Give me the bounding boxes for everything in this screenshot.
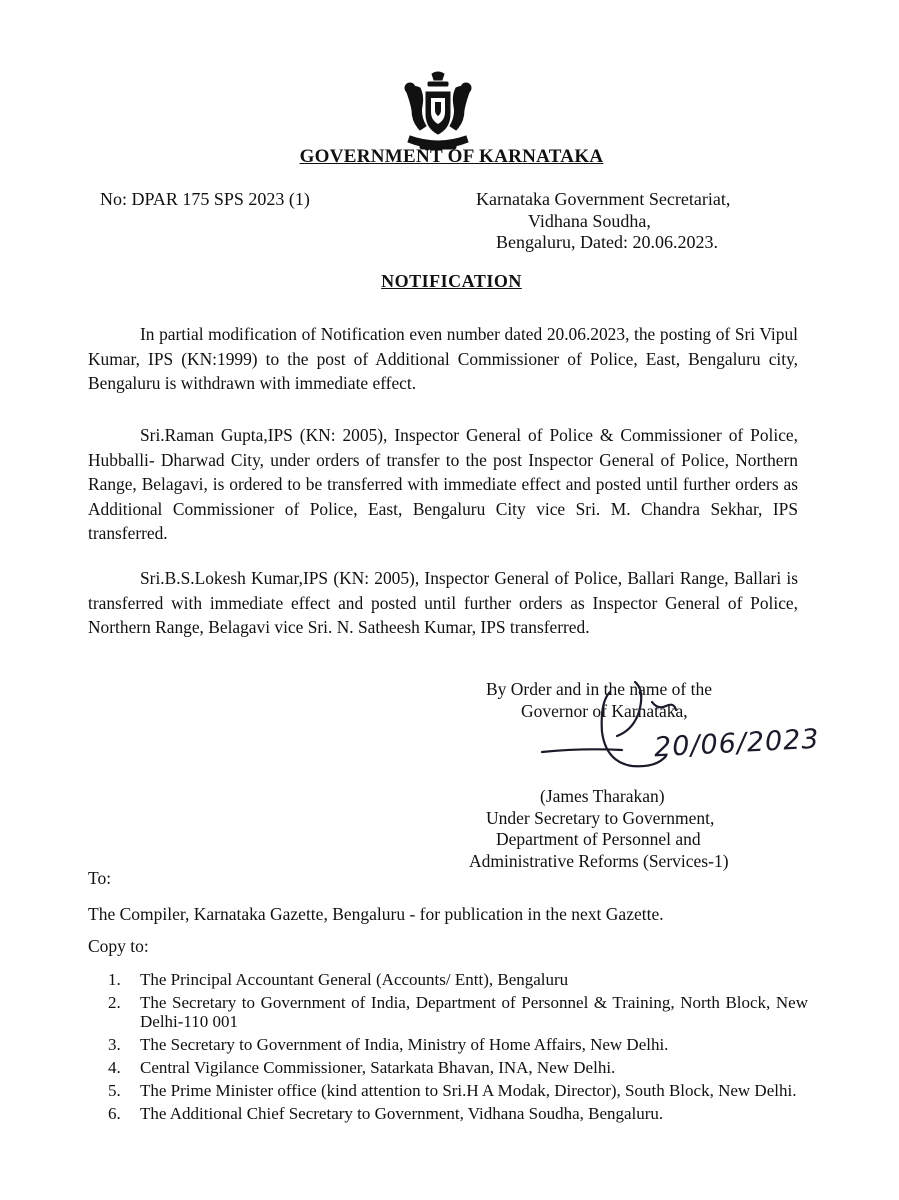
list-item — [108, 1058, 808, 1077]
designation-line-2: Department of Personnel and — [496, 829, 701, 849]
list-item — [108, 970, 808, 989]
list-item-text: The Additional Chief Secretary to Government, Vidhana Soudha, Bengaluru. — [140, 1104, 664, 1123]
signatory-name: (James Tharakan) — [540, 786, 665, 806]
list-item-number: 3. — [108, 1035, 121, 1054]
karnataka-emblem-icon — [398, 70, 478, 152]
list-item — [108, 1035, 808, 1054]
list-item-text: The Secretary to Government of India, Ministry of Home Affairs, New Delhi. — [140, 1035, 669, 1054]
list-item-number: 4. — [108, 1058, 121, 1077]
governor-line: Governor of Karnataka, — [521, 701, 688, 721]
list-item-number: 6. — [108, 1104, 121, 1123]
list-item-text: The Principal Accountant General (Accounts/ Entt), Bengaluru — [140, 970, 569, 989]
address-line-2: Vidhana Soudha, — [528, 211, 651, 231]
list-item-number: 2. — [108, 993, 121, 1012]
list-item-text: Central Vigilance Commissioner, Satarkata Bhavan, INA, New Delhi. — [140, 1058, 616, 1077]
to-label: To: — [88, 868, 112, 888]
designation-line-1: Under Secretary to Government, — [486, 808, 715, 828]
address-line-1: Karnataka Government Secretariat, — [476, 189, 731, 209]
list-item-text: The Secretary to Government of India, Department of Personnel & Training, North Block, New Delhi-110 001 — [140, 993, 808, 1031]
government-heading: GOVERNMENT OF KARNATAKA — [299, 146, 604, 167]
paragraph-1: In partial modification of Notification even number dated 20.06.2023, the posting of Sri Vipul Kumar, IPS (KN:1999) to the post of Additional Commissioner of Police, East, Bengaluru city, Bengaluru is withdrawn with immediate effect. — [88, 324, 798, 393]
list-item-number: 5. — [108, 1081, 121, 1100]
compiler-line: The Compiler, Karnataka Gazette, Bengaluru - for publication in the next Gazette. — [88, 904, 664, 924]
list-item — [108, 1081, 808, 1100]
reference-number: No: DPAR 175 SPS 2023 (1) — [100, 189, 310, 209]
paragraph-2: Sri.Raman Gupta,IPS (KN: 2005), Inspector General of Police & Commissioner of Police, Hubballi- Dharwad City, under orders of transfer to the post Inspector General of Police, Northern Range, Belagavi, is ordered to be transferred with immediate effect and posted until further orders as Additional Commissioner of Police, East, Bengaluru City vice Sri. M. Chandra Sekhar, IPS transferred. — [88, 425, 798, 543]
copy-to-list — [108, 970, 808, 1127]
paragraph-3: Sri.B.S.Lokesh Kumar,IPS (KN: 2005), Inspector General of Police, Ballari Range, Ballari is transferred with immediate effect and posted until further orders as Inspector General of Police, Northern Range, Belagavi vice Sri. N. Satheesh Kumar, IPS transferred. — [88, 568, 798, 637]
copy-to-label: Copy to: — [88, 936, 149, 956]
by-order-line: By Order and in the name of the — [486, 679, 712, 699]
list-item-number: 1. — [108, 970, 121, 989]
list-item — [108, 993, 808, 1031]
notification-title: NOTIFICATION — [381, 271, 522, 291]
list-item-text: The Prime Minister office (kind attention to Sri.H A Modak, Director), South Block, New Delhi. — [140, 1081, 797, 1100]
handwritten-date: 20/06/2023 — [653, 723, 821, 764]
list-item — [108, 1104, 808, 1123]
address-date-line: Bengaluru, Dated: 20.06.2023. — [496, 232, 718, 252]
designation-line-3: Administrative Reforms (Services-1) — [469, 851, 729, 871]
